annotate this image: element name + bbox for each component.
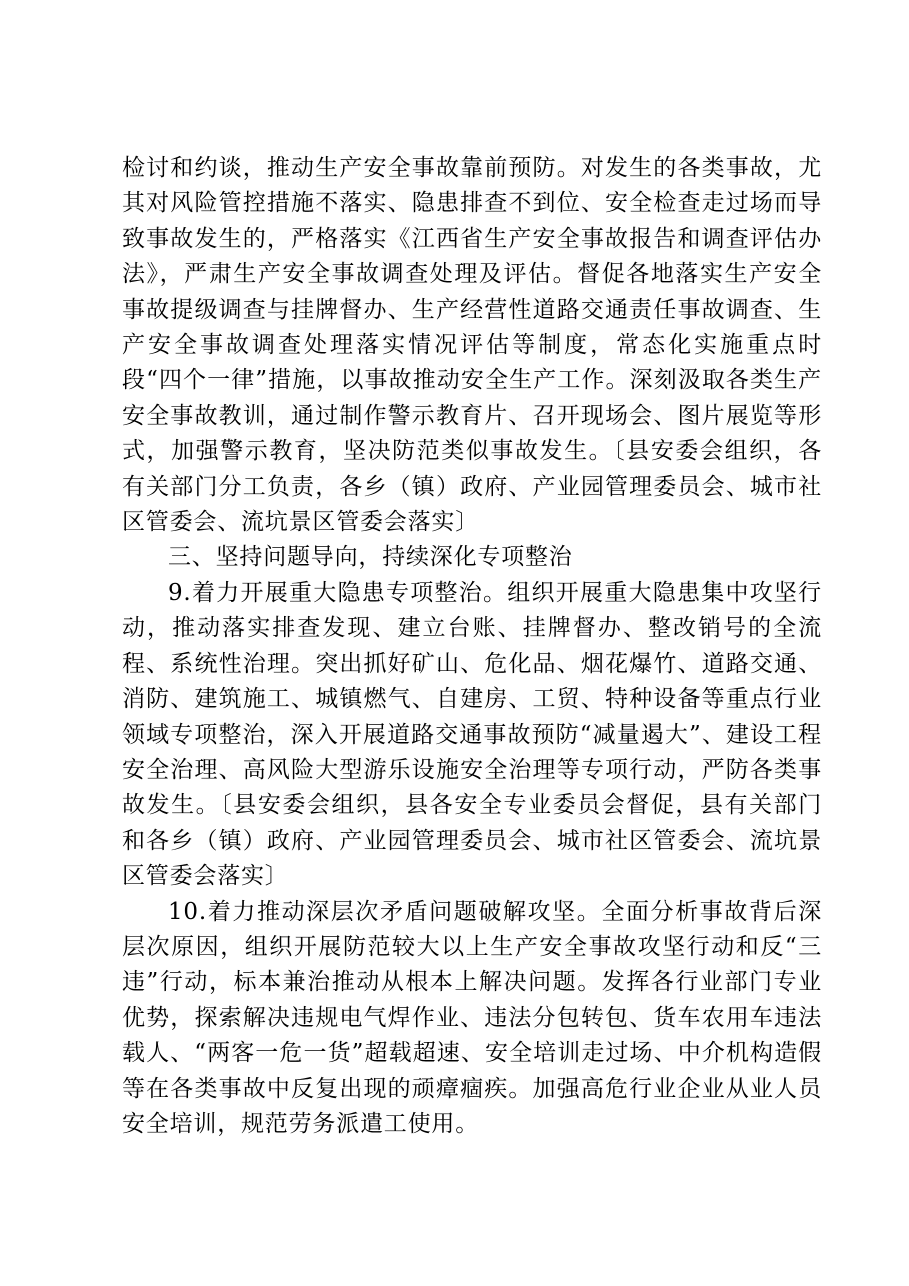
section-heading: 三、坚持问题导向，持续深化专项整治 [168,544,573,571]
paragraph-item-10: 10.着力推动深层次矛盾问题破解攻坚。全面分析事故背后深层次原因，组织开展防范较大以上生产安全事故攻坚行动和反“三违”行动，标本兼治推动从根本上解决问题。发挥各行业部门专业优势，探索解决违规电气焊作业、违法分包转包、货车农用车违法载人、“两客一危一货”超载超速、安全培训走过场、中介机构造假等在各类事故中反复出现的顽瘴痼疾。加强高危行业企业从业人员安全培训，规范劳务派遣工使用。 [122,898,822,1137]
document-body [122,151,822,1142]
paragraph-item-9: 9.着力开展重大隐患专项整治。组织开展重大隐患集中攻坚行动，推动落实排查发现、建立台账、挂牌督办、整改销号的全流程、系统性治理。突出抓好矿山、危化品、烟花爆竹、道路交通、消防、建筑施工、城镇燃气、自建房、工贸、特种设备等重点行业领域专项整治，深入开展道路交通事故预防“减量遏大”、建设工程安全治理、高风险大型游乐设施安全治理等专项行动，严防各类事故发生。〔县安委会组织，县各安全专业委员会督促，县有关部门和各乡（镇）政府、产业园管理委员会、城市社区管委会、流坑景区管委会落实〕 [122,579,822,890]
paragraph-continuation: 检讨和约谈，推动生产安全事故靠前预防。对发生的各类事故，尤其对风险管控措施不落实、隐患排查不到位、安全检查走过场而导致事故发生的，严格落实《江西省生产安全事故报告和调查评估办法》，严肃生产安全事故调查处理及评估。督促各地落实生产安全事故提级调查与挂牌督办、生产经营性道路交通责任事故调查、生产安全事故调查处理落实情况评估等制度，常态化实施重点时段“四个一律”措施，以事故推动安全生产工作。深刻汲取各类生产安全事故教训，通过制作警示教育片、召开现场会、图片展览等形式，加强警示教育，坚决防范类似事故发生。〔县安委会组织，各有关部门分工负责，各乡（镇）政府、产业园管理委员会、城市社区管委会、流坑景区管委会落实〕 [122,155,822,536]
